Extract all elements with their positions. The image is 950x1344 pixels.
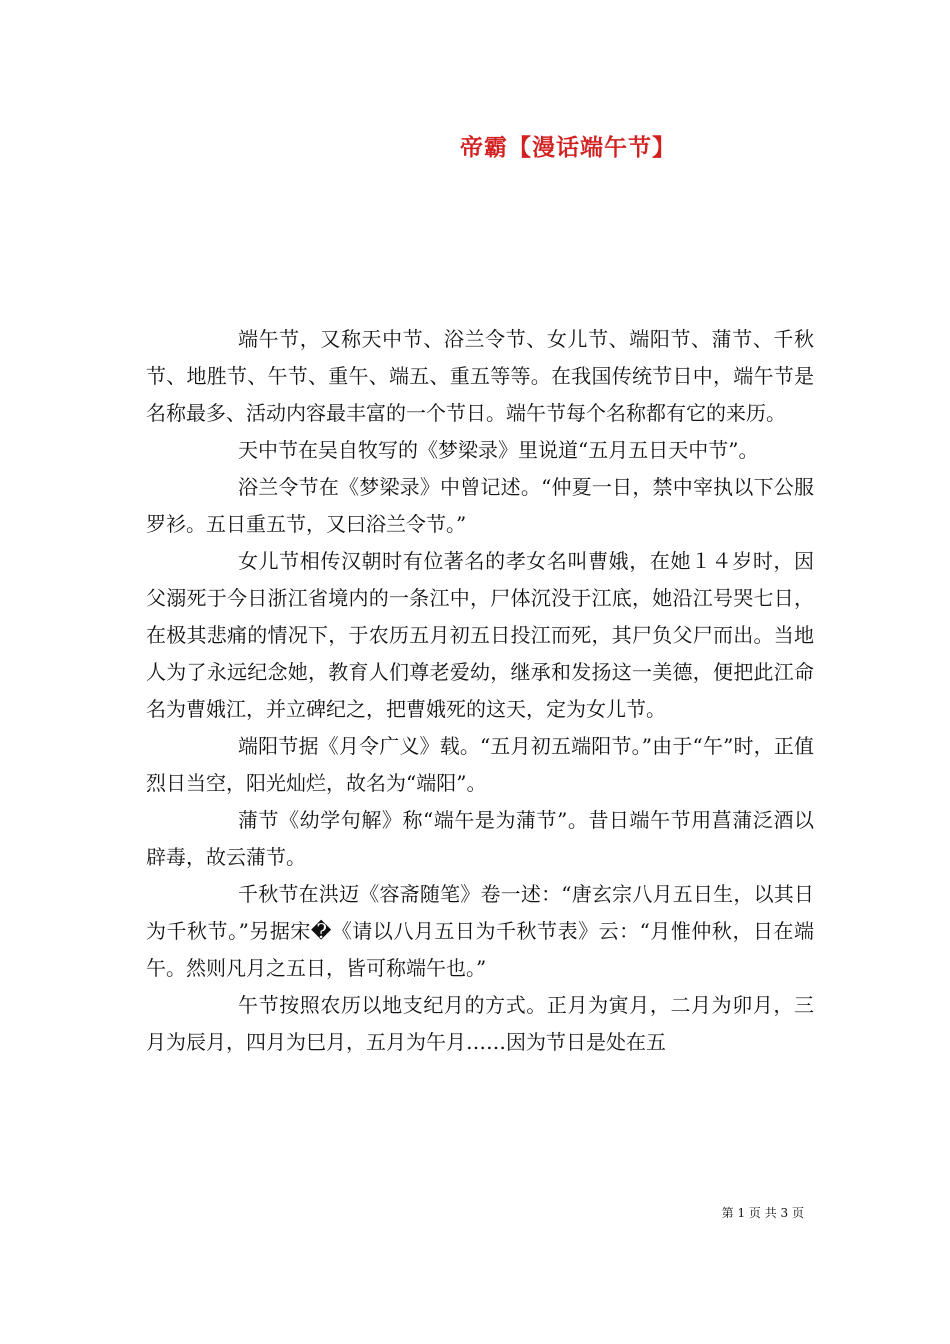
page-number-footer: 第 1 页 共 3 页 — [721, 1206, 804, 1220]
paragraph-intro: 端午节，又称天中节、浴兰令节、女儿节、端阳节、蒲节、千秋节、地胜节、午节、重午、端五、重五等等。在我国传统节日中，端午节是名称最多、活动内容最丰富的一个节日。端午节每个名称都有它的来历。 — [146, 327, 814, 425]
document-title: 帝霸【漫话端午节】 — [460, 134, 676, 161]
paragraph-wu: 午节按照农历以地支纪月的方式。正月为寅月，二月为卯月，三月为辰月，四月为巳月，五月为午月……因为节日是处在五 — [146, 993, 814, 1054]
paragraph-tianzhong: 天中节在吴自牧写的《梦梁录》里说道“五月五日天中节”。 — [238, 438, 759, 462]
paragraph-yulanling: 浴兰令节在《梦梁录》中曾记述。“仲夏一日，禁中宰执以下公服罗衫。五日重五节，又曰浴兰令节。” — [146, 475, 814, 536]
paragraph-nuer: 女儿节相传汉朝时有位著名的孝女名叫曹娥，在她１４岁时，因父溺死于今日浙江省境内的一条江中，尸体沉没于江底，她沿江号哭七日，在极其悲痛的情况下，于农历五月初五日投江而死，其尸负父尸而出。当地人为了永远纪念她，教育人们尊老爱幼，继承和发扬这一美德，便把此江命名为曹娥江，并立碑纪之，把曹娥死的这天，定为女儿节。 — [146, 549, 814, 721]
paragraph-pu: 蒲节《幼学句解》称“端午是为蒲节”。昔日端午节用菖蒲泛酒以辟毒，故云蒲节。 — [146, 808, 814, 869]
document-body — [146, 321, 814, 1061]
paragraph-qianqiu: 千秋节在洪迈《容斋随笔》卷一述：“唐玄宗八月五日生，以其日为千秋节。”另据宋�《请以八月五日为千秋节表》云：“月惟仲秋，日在端午。然则凡月之五日，皆可称端午也。” — [146, 882, 814, 980]
paragraph-duanyang: 端阳节据《月令广义》载。“五月初五端阳节。”由于“午”时，正值烈日当空，阳光灿烂，故名为“端阳”。 — [146, 734, 814, 795]
